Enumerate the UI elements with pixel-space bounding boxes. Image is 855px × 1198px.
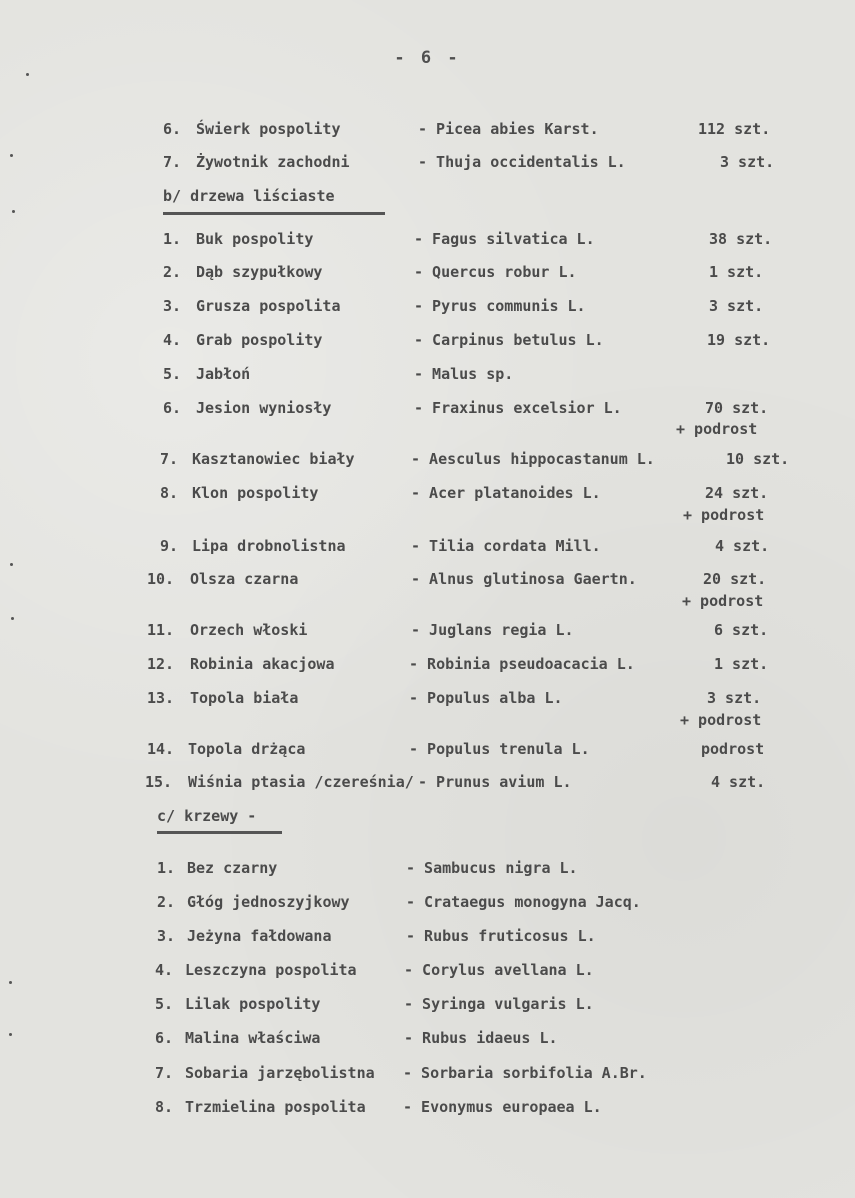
- count: 6 szt.: [714, 621, 769, 639]
- list-item: [0, 297, 855, 319]
- list-item: [0, 655, 855, 677]
- latin-name: - Rubus fruticosus L.: [406, 927, 596, 945]
- regrowth-note: + podrost: [682, 592, 764, 610]
- item-number: 6.: [163, 120, 182, 138]
- polish-name: Świerk pospolity: [196, 120, 341, 138]
- item-number: 3.: [157, 927, 176, 945]
- polish-name: Bez czarny: [187, 859, 278, 877]
- item-number: 2.: [163, 263, 182, 281]
- item-number: 3.: [163, 297, 182, 315]
- list-item: [0, 331, 855, 353]
- item-number: 7.: [160, 450, 179, 468]
- polish-name: Orzech włoski: [190, 621, 308, 639]
- list-item: [0, 927, 855, 949]
- list-item: [0, 773, 855, 795]
- latin-name: - Fagus silvatica L.: [414, 230, 595, 248]
- list-item: [0, 263, 855, 285]
- count: 20 szt.: [703, 570, 767, 588]
- list-item: [0, 1029, 855, 1051]
- latin-name: - Populus trenula L.: [409, 740, 590, 758]
- item-number: 5.: [155, 995, 174, 1013]
- count: 3 szt.: [720, 153, 775, 171]
- latin-name: - Malus sp.: [414, 365, 514, 383]
- item-number: 10.: [147, 570, 175, 588]
- latin-name: - Picea abies Karst.: [418, 120, 599, 138]
- latin-name: - Prunus avium L.: [418, 773, 572, 791]
- item-number: 6.: [155, 1029, 174, 1047]
- polish-name: Olsza czarna: [190, 570, 299, 588]
- list-item: [0, 537, 855, 559]
- latin-name: - Tilia cordata Mill.: [411, 537, 601, 555]
- latin-name: - Rubus idaeus L.: [404, 1029, 558, 1047]
- latin-name: - Crataegus monogyna Jacq.: [406, 893, 641, 911]
- list-item: [0, 995, 855, 1017]
- latin-name: - Alnus glutinosa Gaertn.: [411, 570, 637, 588]
- polish-name: Sobaria jarzębolistna: [185, 1064, 375, 1082]
- item-number: 7.: [155, 1064, 174, 1082]
- latin-name: - Fraxinus excelsior L.: [414, 399, 622, 417]
- item-number: 15.: [145, 773, 173, 791]
- count: 3 szt.: [709, 297, 764, 315]
- scan-speck: [12, 210, 15, 213]
- polish-name: Topola biała: [190, 689, 299, 707]
- polish-name: Dąb szypułkowy: [196, 263, 323, 281]
- latin-name: - Sambucus nigra L.: [406, 859, 578, 877]
- count: 3 szt.: [707, 689, 762, 707]
- list-item: [0, 570, 855, 592]
- scan-speck: [10, 563, 13, 566]
- polish-name: Malina właściwa: [185, 1029, 321, 1047]
- heading-underline: [157, 831, 282, 834]
- item-number: 14.: [147, 740, 175, 758]
- list-item: [0, 365, 855, 387]
- item-number: 1.: [163, 230, 182, 248]
- latin-name: - Aesculus hippocastanum L.: [411, 450, 655, 468]
- regrowth-note: + podrost: [680, 711, 762, 729]
- item-number: 8.: [160, 484, 179, 502]
- polish-name: Grab pospolity: [196, 331, 323, 349]
- item-number: 1.: [157, 859, 176, 877]
- polish-name: Jesion wyniosły: [196, 399, 332, 417]
- item-number: 4.: [163, 331, 182, 349]
- item-number: 8.: [155, 1098, 174, 1116]
- item-number: 9.: [160, 537, 179, 555]
- count: 10 szt.: [726, 450, 790, 468]
- list-item: [0, 399, 855, 421]
- polish-name: Jeżyna fałdowana: [187, 927, 332, 945]
- polish-name: Robinia akacjowa: [190, 655, 335, 673]
- count: 19 szt.: [707, 331, 771, 349]
- regrowth-note: + podrost: [683, 506, 765, 524]
- count: podrost: [701, 740, 765, 758]
- list-item: [0, 1064, 855, 1086]
- latin-name: - Populus alba L.: [409, 689, 563, 707]
- item-number: 6.: [163, 399, 182, 417]
- item-number: 12.: [147, 655, 175, 673]
- list-item: [0, 961, 855, 983]
- count: 1 szt.: [714, 655, 769, 673]
- count: 38 szt.: [709, 230, 773, 248]
- latin-name: - Acer platanoides L.: [411, 484, 601, 502]
- polish-name: Trzmielina pospolita: [185, 1098, 366, 1116]
- polish-name: Jabłoń: [196, 365, 251, 383]
- count: 24 szt.: [705, 484, 769, 502]
- list-item: [0, 230, 855, 252]
- scan-speck: [26, 73, 29, 76]
- heading-underline: [163, 212, 385, 215]
- count: 1 szt.: [709, 263, 764, 281]
- item-number: 7.: [163, 153, 182, 171]
- item-number: 11.: [147, 621, 175, 639]
- list-item: [0, 621, 855, 643]
- item-number: 4.: [155, 961, 174, 979]
- item-number: 13.: [147, 689, 175, 707]
- polish-name: Grusza pospolita: [196, 297, 341, 315]
- polish-name: Lipa drobnolistna: [192, 537, 346, 555]
- latin-name: - Pyrus communis L.: [414, 297, 586, 315]
- count: 70 szt.: [705, 399, 769, 417]
- polish-name: Wiśnia ptasia /czereśnia/: [188, 773, 414, 791]
- latin-name: - Robinia pseudoacacia L.: [409, 655, 635, 673]
- item-number: 5.: [163, 365, 182, 383]
- list-item: [0, 859, 855, 881]
- count: 4 szt.: [711, 773, 766, 791]
- list-item: [0, 450, 855, 472]
- latin-name: - Quercus robur L.: [414, 263, 577, 281]
- item-number: 2.: [157, 893, 176, 911]
- regrowth-note: + podrost: [676, 420, 758, 438]
- page-number: - 6 -: [394, 48, 461, 68]
- list-item: [0, 689, 855, 711]
- list-item: [0, 893, 855, 915]
- latin-name: - Sorbaria sorbifolia A.Br.: [403, 1064, 647, 1082]
- latin-name: - Thuja occidentalis L.: [418, 153, 626, 171]
- scan-speck: [11, 617, 14, 620]
- count: 112 szt.: [698, 120, 771, 138]
- section-heading-deciduous: b/ drzewa liściaste: [163, 187, 335, 205]
- polish-name: Leszczyna pospolita: [185, 961, 357, 979]
- count: 4 szt.: [715, 537, 770, 555]
- polish-name: Żywotnik zachodni: [196, 153, 350, 171]
- polish-name: Lilak pospolity: [185, 995, 321, 1013]
- list-item: [0, 1098, 855, 1120]
- latin-name: - Juglans regia L.: [411, 621, 574, 639]
- list-item: [0, 120, 855, 142]
- latin-name: - Syringa vulgaris L.: [404, 995, 594, 1013]
- polish-name: Buk pospolity: [196, 230, 314, 248]
- latin-name: - Evonymus europaea L.: [403, 1098, 602, 1116]
- latin-name: - Corylus avellana L.: [404, 961, 594, 979]
- list-item: [0, 740, 855, 762]
- list-item: [0, 484, 855, 506]
- polish-name: Topola drżąca: [188, 740, 306, 758]
- polish-name: Głóg jednoszyjkowy: [187, 893, 350, 911]
- list-item: [0, 153, 855, 175]
- section-heading-shrubs: c/ krzewy -: [157, 807, 257, 825]
- polish-name: Klon pospolity: [192, 484, 319, 502]
- polish-name: Kasztanowiec biały: [192, 450, 355, 468]
- latin-name: - Carpinus betulus L.: [414, 331, 604, 349]
